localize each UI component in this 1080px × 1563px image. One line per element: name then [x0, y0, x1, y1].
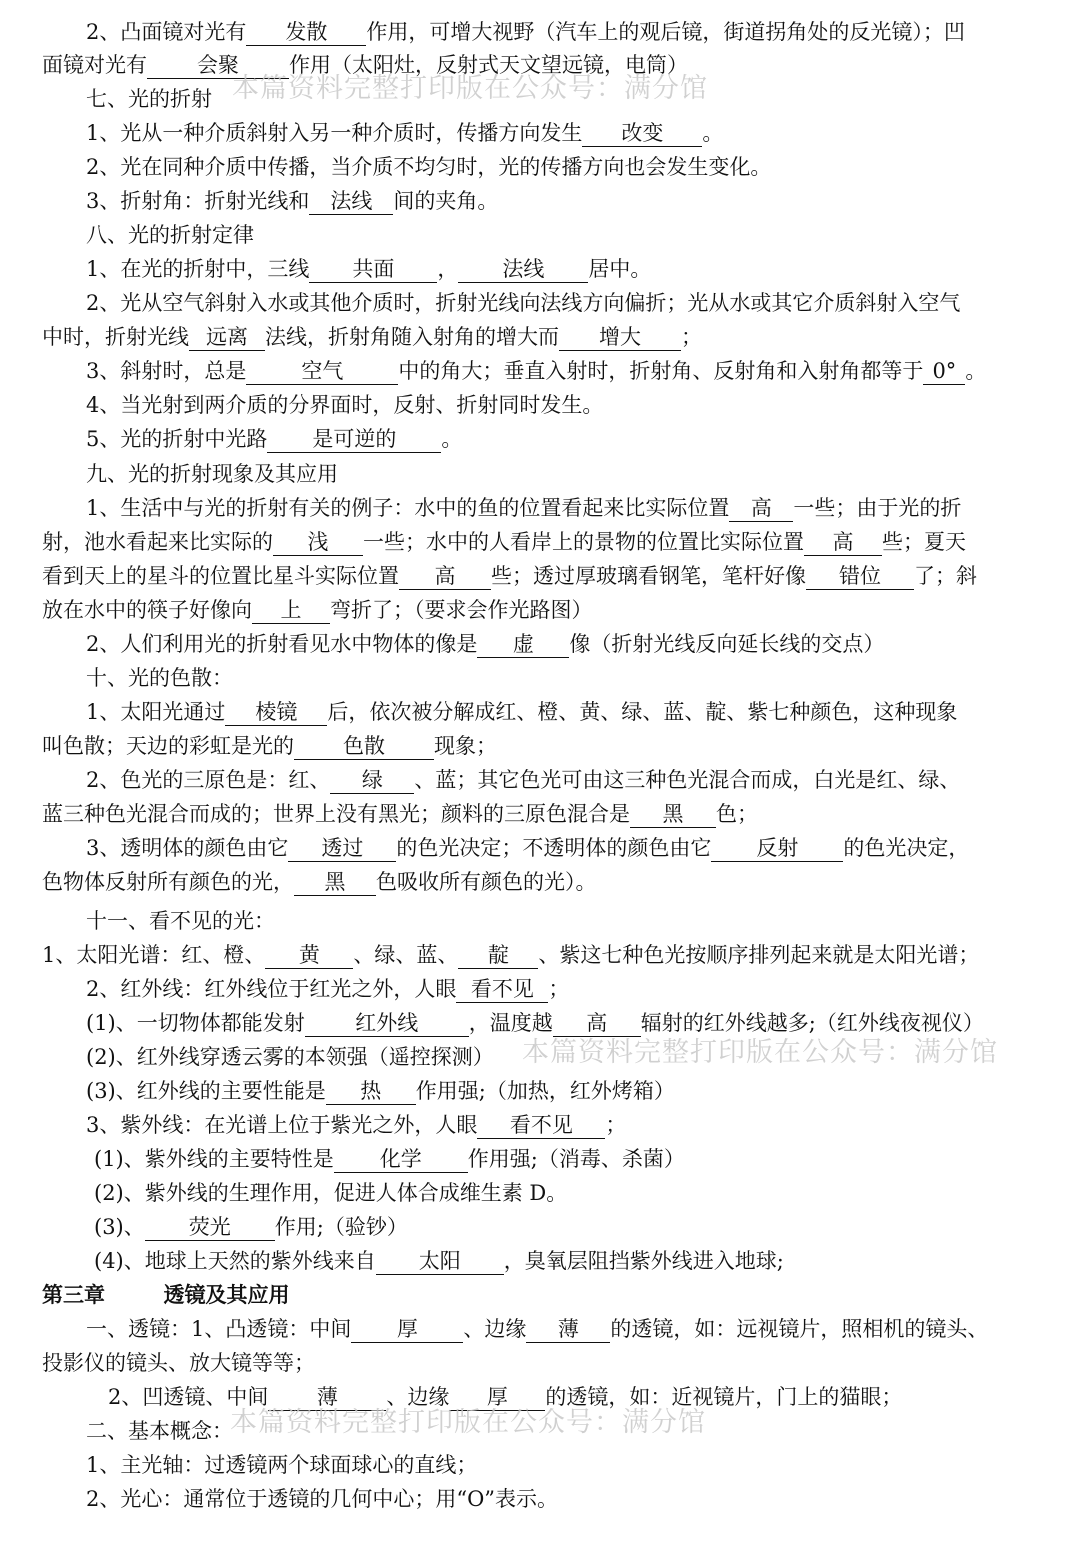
fill-blank-answer: 厚 — [351, 1316, 463, 1343]
text-segment: 蓝三种色光混合而成的；世界上没有黑光；颜料的三原色混合是 — [42, 802, 630, 826]
text-segment: (1)、紫外线的主要特性是 — [94, 1147, 334, 1171]
text-segment: 些；透过厚玻璃看钢笔，笔杆好像 — [491, 564, 806, 588]
text-segment: 后，依次被分解成红、橙、黄、绿、蓝、靛、紫七种颜色，这种现象 — [327, 700, 958, 724]
text-segment: 2、色光的三原色是：红、 — [86, 768, 331, 792]
text-line — [0, 322, 1080, 352]
text-line — [0, 1008, 1080, 1038]
text-line — [0, 1076, 1080, 1106]
fill-blank-answer: 黑 — [294, 869, 376, 896]
text-segment: ； — [548, 977, 570, 1001]
fill-blank-answer: 是可逆的 — [267, 426, 441, 453]
text-segment: 的色光决定；不透明体的颜色由它 — [396, 836, 712, 860]
fill-blank-answer: 0° — [923, 358, 965, 385]
text-segment: 作用;（验钞） — [274, 1215, 408, 1239]
fill-blank-answer: 共面 — [309, 256, 437, 283]
text-segment: 的色光决定， — [843, 836, 970, 860]
text-segment: 居中。 — [588, 257, 652, 281]
fill-blank-answer: 太阳 — [376, 1248, 504, 1275]
text-segment: 的透镜，如：近视镜片，门上的猫眼； — [545, 1385, 903, 1409]
fill-blank-answer: 虚 — [477, 631, 569, 658]
fill-blank-answer: 高 — [804, 529, 882, 556]
text-segment: 、蓝；其它色光可由这三种色光混合而成，白光是红、绿、 — [414, 768, 961, 792]
fill-blank-answer: 反射 — [711, 835, 843, 862]
text-line — [0, 663, 1080, 693]
text-segment: 3、透明体的颜色由它 — [86, 836, 289, 860]
text-segment: 。 — [965, 359, 987, 383]
text-line — [0, 1178, 1080, 1208]
text-segment: (2)、紫外线的生理作用，促进人体合成维生素 D。 — [94, 1181, 568, 1205]
text-segment: 。 — [441, 427, 463, 451]
text-segment: 2、凸面镜对光有 — [86, 20, 247, 44]
text-segment: 八、光的折射定律 — [86, 223, 254, 247]
text-segment: 色； — [716, 802, 758, 826]
text-segment: 十一、看不见的光： — [86, 909, 275, 933]
text-segment: 第三章 透镜及其应用 — [42, 1283, 290, 1307]
text-line — [0, 1314, 1080, 1344]
text-segment: 投影仪的镜头、放大镜等等； — [42, 1351, 315, 1375]
text-line — [0, 356, 1080, 386]
fill-blank-answer: 增大 — [559, 324, 681, 351]
text-segment: 七、光的折射 — [86, 87, 212, 111]
text-segment: 二、基本概念： — [86, 1419, 233, 1443]
text-segment: 射，池水看起来比实际的 — [42, 530, 273, 554]
chapter-heading — [0, 1280, 1080, 1310]
text-segment: 叫色散；天边的彩虹是光的 — [42, 734, 294, 758]
text-segment: 放在水中的筷子好像向 — [42, 598, 252, 622]
text-segment: 中的角大；垂直入射时，折射角、反射角和入射角都等于 — [398, 359, 924, 383]
fill-blank-answer: 透过 — [288, 835, 396, 862]
fill-blank-answer: 看不见 — [477, 1112, 605, 1139]
text-line — [0, 390, 1080, 420]
text-segment: 中时，折射光线 — [42, 325, 189, 349]
text-segment: ，温度越 — [468, 1011, 553, 1035]
text-segment: 像（折射光线反向延长线的交点） — [569, 632, 885, 656]
text-segment: 、边缘 — [463, 1317, 527, 1341]
text-segment: 5、光的折射中光路 — [86, 427, 268, 451]
text-segment: 作用（太阳灶，反射式天文望远镜，电筒） — [289, 53, 688, 77]
text-segment: 作用强;（加热，红外烤箱） — [415, 1079, 675, 1103]
text-segment: ； — [605, 1113, 627, 1137]
text-segment: 1、太阳光通过 — [86, 700, 226, 724]
text-line — [0, 1348, 1080, 1378]
text-segment: 九、光的折射现象及其应用 — [86, 462, 338, 486]
text-segment: (2)、红外线穿透云雾的本领强（遥控探测） — [86, 1045, 494, 1069]
fill-blank-answer: 看不见 — [456, 976, 548, 1003]
text-segment: 色吸收所有颜色的光）。 — [376, 870, 597, 894]
text-line — [0, 1382, 1080, 1412]
text-segment: 作用强;（消毒、杀菌） — [467, 1147, 685, 1171]
text-line — [0, 1042, 1080, 1072]
text-segment: 3、紫外线：在光谱上位于紫光之外，人眼 — [86, 1113, 478, 1137]
fill-blank-answer: 上 — [252, 597, 330, 624]
text-segment: 间的夹角。 — [393, 189, 499, 213]
fill-blank-answer: 棱镜 — [225, 699, 327, 726]
text-segment: 、边缘 — [386, 1385, 450, 1409]
text-segment: 的透镜，如：远视镜片，照相机的镜头、 — [610, 1317, 989, 1341]
text-line — [0, 561, 1080, 591]
text-line — [0, 731, 1080, 761]
text-segment: 1、主光轴：过透镜两个球面球心的直线； — [86, 1453, 478, 1477]
text-line — [0, 799, 1080, 829]
fill-blank-answer: 法线 — [458, 256, 588, 283]
text-line — [0, 1484, 1080, 1514]
text-segment: 了；斜 — [914, 564, 977, 588]
fill-blank-answer: 化学 — [334, 1146, 468, 1173]
fill-blank-answer: 色散 — [294, 733, 434, 760]
text-line — [0, 867, 1080, 897]
text-line — [0, 940, 1080, 970]
text-segment: (4)、地球上天然的紫外线来自 — [94, 1249, 376, 1273]
text-segment: (1)、一切物体都能发射 — [86, 1011, 305, 1035]
fill-blank-answer: 黄 — [265, 942, 353, 969]
text-segment: 辐射的红外线越多;（红外线夜视仪） — [640, 1011, 984, 1035]
fill-blank-answer: 厚 — [449, 1384, 545, 1411]
text-line — [0, 50, 1080, 80]
text-line — [0, 906, 1080, 936]
fill-blank-answer: 绿 — [330, 767, 414, 794]
text-line — [0, 84, 1080, 114]
text-segment: ， — [437, 257, 459, 281]
text-segment: 1、光从一种介质斜射入另一种介质时，传播方向发生 — [86, 121, 583, 145]
text-line — [0, 697, 1080, 727]
fill-blank-answer: 高 — [729, 495, 793, 522]
text-line — [0, 595, 1080, 625]
text-line — [0, 1246, 1080, 1276]
text-segment: 面镜对光有 — [42, 53, 147, 77]
text-segment: 1、太阳光谱：红、橙、 — [42, 943, 266, 967]
text-segment: 2、光心：通常位于透镜的几何中心；用“O”表示。 — [86, 1487, 559, 1511]
fill-blank-answer: 错位 — [806, 563, 914, 590]
fill-blank-answer: 改变 — [582, 120, 702, 147]
fill-blank-answer: 靛 — [458, 942, 538, 969]
text-segment: 2、光在同种介质中传播，当介质不均匀时，光的传播方向也会发生变化。 — [86, 155, 772, 179]
text-segment: 些；夏天 — [882, 530, 966, 554]
text-segment: 1、在光的折射中，三线 — [86, 257, 310, 281]
text-segment: 3、折射角：折射光线和 — [86, 189, 310, 213]
fill-blank-answer: 荧光 — [145, 1214, 275, 1241]
text-segment: ； — [681, 325, 702, 349]
text-line — [0, 1416, 1080, 1446]
fill-blank-answer: 薄 — [268, 1384, 386, 1411]
watermark-text: 本篇资料完整打印版在公众号：满分馆 — [232, 73, 708, 104]
text-segment: 2、人们利用光的折射看见水中物体的像是 — [86, 632, 478, 656]
fill-blank-answer: 热 — [326, 1078, 416, 1105]
text-segment: 作用，可增大视野（汽车上的观后镜，街道拐角处的反光镜）；凹 — [366, 20, 965, 44]
fill-blank-answer: 浅 — [273, 529, 363, 556]
text-line — [0, 765, 1080, 795]
text-segment: 一些；水中的人看岸上的景物的位置比实际位置 — [363, 530, 804, 554]
fill-blank-answer: 高 — [399, 563, 491, 590]
text-segment: 一些；由于光的折 — [793, 496, 962, 520]
text-line — [0, 17, 1080, 47]
watermark-text: 本篇资料完整打印版在公众号：满分馆 — [230, 1407, 706, 1438]
text-segment: 4、当光射到两介质的分界面时，反射、折射同时发生。 — [86, 393, 604, 417]
text-segment: 2、红外线：红外线位于红光之外，人眼 — [86, 977, 457, 1001]
text-segment: 一、透镜：1、凸透镜：中间 — [86, 1317, 352, 1341]
text-segment: 弯折了；（要求会作光路图） — [330, 598, 593, 622]
text-line — [0, 527, 1080, 557]
text-segment: 、紫这七种色光按顺序排列起来就是太阳光谱； — [538, 943, 980, 967]
text-line — [0, 288, 1080, 318]
text-line — [0, 1144, 1080, 1174]
text-segment: 看到天上的星斗的位置比星斗实际位置 — [42, 564, 399, 588]
fill-blank-answer: 远离 — [189, 324, 265, 351]
text-segment: 。 — [702, 121, 724, 145]
text-line — [0, 833, 1080, 863]
text-segment: 、绿、蓝、 — [353, 943, 459, 967]
fill-blank-answer: 会聚 — [147, 52, 289, 79]
text-segment: 现象； — [434, 734, 497, 758]
text-line — [0, 493, 1080, 523]
fill-blank-answer: 红外线 — [305, 1010, 469, 1037]
text-line — [0, 152, 1080, 182]
text-segment: 法线，折射角随入射角的增大而 — [265, 325, 559, 349]
watermark-text: 本篇资料完整打印版在公众号：满分馆 — [522, 1037, 998, 1068]
text-line — [0, 1212, 1080, 1242]
text-segment: (3)、 — [94, 1215, 145, 1239]
text-line — [0, 1450, 1080, 1480]
fill-blank-answer: 空气 — [246, 358, 398, 385]
fill-blank-answer: 薄 — [526, 1316, 610, 1343]
text-line — [0, 424, 1080, 454]
text-segment: ，臭氧层阻挡紫外线进入地球; — [503, 1249, 784, 1273]
text-segment: (3)、红外线的主要性能是 — [86, 1079, 326, 1103]
fill-blank-answer: 高 — [553, 1010, 641, 1037]
text-line — [0, 118, 1080, 148]
text-line — [0, 254, 1080, 284]
text-segment: 1、生活中与光的折射有关的例子：水中的鱼的位置看起来比实际位置 — [86, 496, 730, 520]
fill-blank-answer: 法线 — [309, 188, 393, 215]
text-segment: 2、凹透镜、中间 — [108, 1385, 269, 1409]
text-segment: 色物体反射所有颜色的光， — [42, 870, 294, 894]
fill-blank-answer: 黑 — [630, 801, 716, 828]
text-line — [0, 220, 1080, 250]
text-segment: 2、光从空气斜射入水或其他介质时，折射光线向法线方向偏折；光从水或其它介质斜射入空气 — [86, 291, 961, 315]
text-line — [0, 186, 1080, 216]
text-line — [0, 1110, 1080, 1140]
text-segment: 3、斜射时，总是 — [86, 359, 247, 383]
text-line — [0, 629, 1080, 659]
text-line — [0, 974, 1080, 1004]
fill-blank-answer: 发散 — [246, 19, 366, 46]
text-line — [0, 459, 1080, 489]
text-segment: 十、光的色散： — [86, 666, 233, 690]
